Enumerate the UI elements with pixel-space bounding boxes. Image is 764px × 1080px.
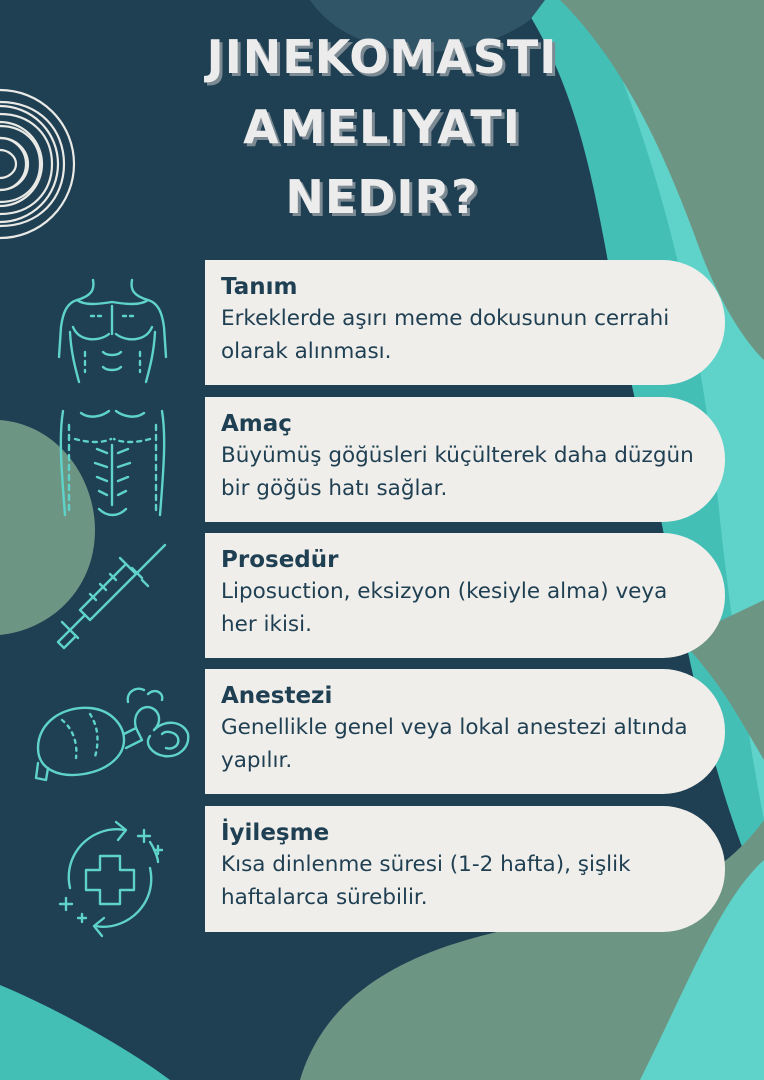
abdomen-outline-icon xyxy=(55,405,170,523)
medical-cross-cycle-icon xyxy=(50,818,170,938)
card-title: Tanım xyxy=(221,274,298,300)
card-text: Genellikle genel veya lokal anestezi altında yapılır. xyxy=(221,715,688,773)
page-title xyxy=(0,22,764,232)
card-text: Erkeklerde aşırı meme dokusunun cerrahi olarak alınması. xyxy=(221,306,670,364)
info-card-iyilesme xyxy=(205,806,725,932)
card-title: Amaç xyxy=(221,411,292,437)
male-torso-icon xyxy=(55,272,170,387)
info-card-prosedur xyxy=(205,533,725,658)
info-card-amac xyxy=(205,397,725,522)
card-title: İyileşme xyxy=(221,820,330,846)
card-text: Kısa dinlenme süresi (1-2 hafta), şişlik haftalarca sürebilir. xyxy=(221,852,631,910)
title-line-2: AMELIYATI xyxy=(243,100,521,154)
card-text: Liposuction, eksizyon (kesiyle alma) veya her ikisi. xyxy=(221,579,668,637)
card-title: Anestezi xyxy=(221,683,333,709)
title-line-3: NEDIR? xyxy=(285,170,479,224)
card-title: Prosedür xyxy=(221,547,339,573)
anesthesia-mask-icon xyxy=(32,678,192,786)
info-card-tanim xyxy=(205,260,725,385)
syringe-icon xyxy=(50,540,170,660)
title-line-1: JINEKOMASTI xyxy=(206,30,558,84)
card-text: Büyümüş göğüsleri küçülterek daha düzgün bir göğüs hatı sağlar. xyxy=(221,443,694,501)
info-card-anestezi xyxy=(205,669,725,794)
